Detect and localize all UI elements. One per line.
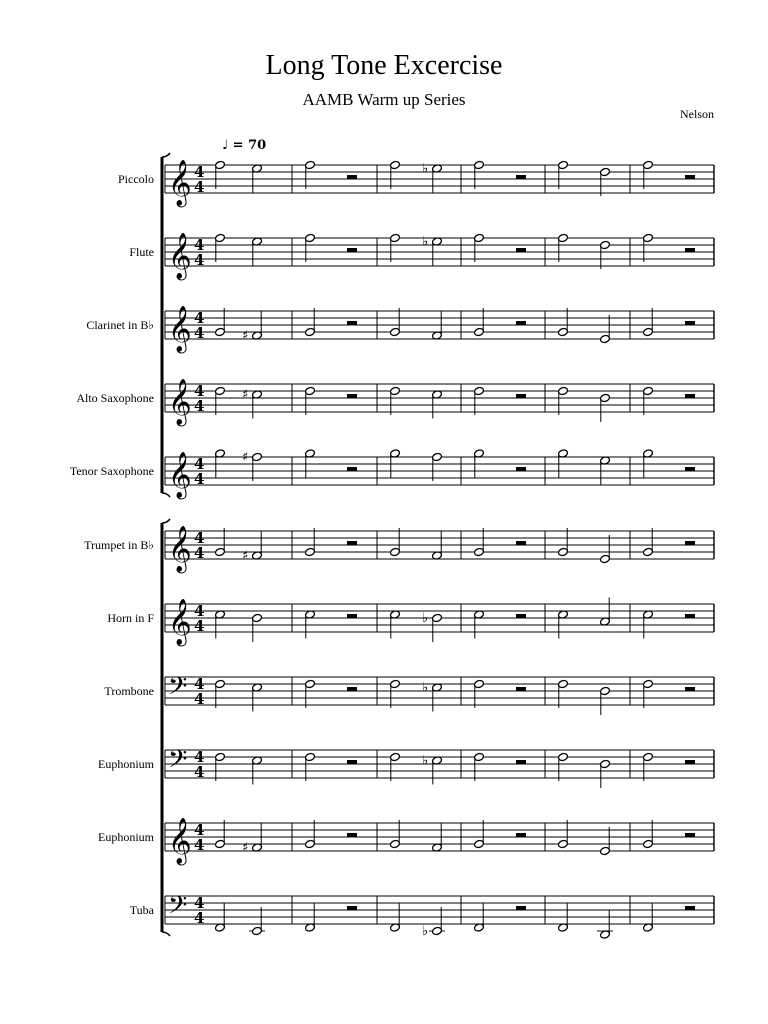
half-rest	[685, 833, 695, 837]
half-rest	[347, 906, 357, 910]
half-rest	[347, 467, 357, 471]
treble-clef-icon: 𝄞	[168, 818, 192, 864]
half-rest	[347, 175, 357, 179]
bracket-top	[162, 153, 170, 157]
treble-clef-icon: 𝄞	[168, 306, 192, 352]
instrument-label: Tuba	[129, 903, 154, 917]
treble-clef-icon: 𝄞	[168, 452, 192, 498]
instrument-label: Horn in F	[107, 611, 154, 625]
flat-icon: ♭	[422, 924, 429, 939]
bracket-bottom	[162, 932, 170, 936]
treble-clef-icon: 𝄞	[168, 379, 192, 425]
time-signature-denominator: 4	[194, 617, 205, 635]
time-signature-denominator: 4	[194, 178, 205, 196]
instrument-label: Tenor Saxophone	[69, 464, 154, 478]
sharp-icon: ♯	[242, 840, 249, 856]
half-rest	[685, 467, 695, 471]
half-rest	[347, 541, 357, 545]
half-rest	[347, 321, 357, 325]
score-subtitle: AAMB Warm up Series	[302, 90, 466, 109]
instrument-label: Euphonium	[98, 757, 154, 771]
time-signature-denominator: 4	[194, 397, 205, 415]
half-rest	[516, 687, 526, 691]
flat-icon: ♭	[422, 234, 429, 250]
treble-clef-icon: 𝄞	[168, 233, 192, 279]
score-title: Long Tone Excercise	[265, 50, 503, 81]
time-signature-denominator: 4	[194, 324, 205, 342]
half-rest	[516, 614, 526, 618]
time-signature-numerator: 4	[194, 602, 205, 620]
treble-clef-icon: 𝄞	[168, 599, 192, 645]
flat-icon: ♭	[422, 753, 429, 769]
treble-clef-icon: 𝄞	[168, 160, 192, 206]
bracket-top	[162, 519, 170, 523]
half-rest	[516, 760, 526, 764]
half-rest	[516, 394, 526, 398]
sharp-icon: ♯	[242, 387, 249, 403]
half-rest	[516, 906, 526, 910]
time-signature-numerator: 4	[194, 163, 205, 181]
treble-clef-icon: 𝄞	[168, 526, 192, 572]
sharp-icon: ♯	[242, 450, 249, 465]
half-rest	[516, 833, 526, 837]
flat-icon: ♭	[422, 680, 429, 696]
half-rest	[516, 541, 526, 545]
time-signature-denominator: 4	[194, 909, 205, 927]
time-signature-numerator: 4	[194, 748, 205, 766]
tempo-marking: ♩ = 70	[222, 138, 267, 153]
time-signature-denominator: 4	[194, 836, 205, 854]
half-rest	[516, 321, 526, 325]
half-rest	[347, 833, 357, 837]
half-rest	[685, 175, 695, 179]
time-signature-numerator: 4	[194, 382, 205, 400]
bass-clef-icon: 𝄢	[168, 745, 188, 780]
half-rest	[685, 687, 695, 691]
half-rest	[685, 248, 695, 252]
half-rest	[685, 760, 695, 764]
instrument-label: Alto Saxophone	[76, 391, 154, 405]
time-signature-denominator: 4	[194, 544, 205, 562]
composer-name: Nelson	[680, 107, 714, 121]
bass-clef-icon: 𝄢	[168, 672, 188, 707]
instrument-label: Trumpet in B♭	[84, 538, 154, 552]
flat-icon: ♭	[422, 611, 429, 626]
half-rest	[685, 321, 695, 325]
half-rest	[347, 760, 357, 764]
half-rest	[516, 248, 526, 252]
half-rest	[685, 394, 695, 398]
half-rest	[347, 687, 357, 691]
time-signature-numerator: 4	[194, 309, 205, 327]
half-rest	[516, 467, 526, 471]
time-signature-numerator: 4	[194, 529, 205, 547]
instrument-label: Clarinet in B♭	[86, 318, 154, 332]
time-signature-denominator: 4	[194, 251, 205, 269]
time-signature-denominator: 4	[194, 690, 205, 708]
sharp-icon: ♯	[242, 328, 249, 344]
half-rest	[347, 614, 357, 618]
time-signature-numerator: 4	[194, 821, 205, 839]
instrument-label: Trombone	[104, 684, 154, 698]
instrument-label: Flute	[129, 245, 154, 259]
bass-clef-icon: 𝄢	[168, 891, 188, 926]
sharp-icon: ♯	[242, 548, 249, 564]
time-signature-numerator: 4	[194, 455, 205, 473]
half-rest	[347, 394, 357, 398]
instrument-label: Piccolo	[118, 172, 154, 186]
instrument-label: Euphonium	[98, 830, 154, 844]
half-rest	[516, 175, 526, 179]
time-signature-denominator: 4	[194, 470, 205, 488]
half-rest	[685, 906, 695, 910]
half-rest	[347, 248, 357, 252]
time-signature-numerator: 4	[194, 236, 205, 254]
time-signature-denominator: 4	[194, 763, 205, 781]
half-rest	[685, 541, 695, 545]
time-signature-numerator: 4	[194, 894, 205, 912]
half-rest	[685, 614, 695, 618]
flat-icon: ♭	[422, 161, 429, 177]
time-signature-numerator: 4	[194, 675, 205, 693]
